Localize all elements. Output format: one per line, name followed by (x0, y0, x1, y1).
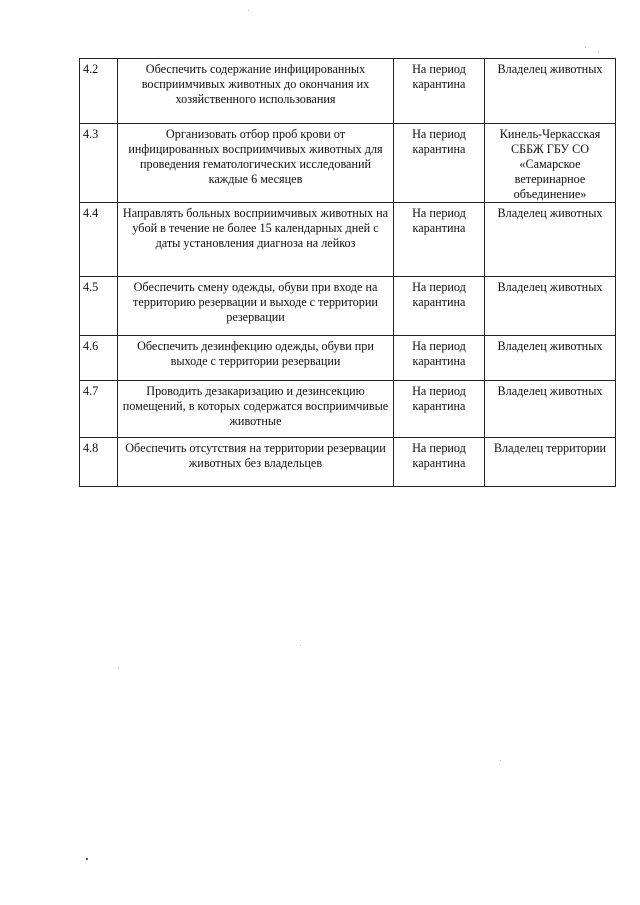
row-period: На период карантина (394, 203, 485, 277)
row-number: 4.2 (80, 59, 118, 124)
row-action: Обеспечить отсутствия на территории резервации животных без владельцев (118, 438, 394, 487)
row-responsible: Владелец животных (485, 381, 616, 438)
row-action: Организовать отбор проб крови от инфицированных восприимчивых животных для проведения гематологических исследований каждые 6 месяцев (118, 124, 394, 203)
scan-speck (248, 10, 249, 11)
row-responsible: Владелец животных (485, 59, 616, 124)
row-period: На период карантина (394, 277, 485, 336)
measures-table (79, 58, 616, 487)
row-number: 4.6 (80, 336, 118, 381)
table-row (80, 336, 616, 381)
row-number: 4.4 (80, 203, 118, 277)
scan-speck (500, 760, 501, 761)
row-action: Проводить дезакаризацию и дезинсекцию помещений, в которых содержатся восприимчивые животные (118, 381, 394, 438)
row-period: На период карантина (394, 336, 485, 381)
table-row (80, 438, 616, 487)
row-action: Направлять больных восприимчивых животных на убой в течение не более 15 календарных дней с даты установления диагноза на лейкоз (118, 203, 394, 277)
scan-speck (86, 858, 88, 860)
row-number: 4.3 (80, 124, 118, 203)
table-row (80, 124, 616, 203)
row-responsible: Владелец животных (485, 277, 616, 336)
table-row (80, 381, 616, 438)
row-period: На период карантина (394, 59, 485, 124)
scan-speck (300, 645, 301, 646)
row-action: Обеспечить содержание инфицированных восприимчивых животных до окончания их хозяйственного использования (118, 59, 394, 124)
row-responsible: Владелец территории (485, 438, 616, 487)
row-period: На период карантина (394, 381, 485, 438)
row-responsible: Кинель-Черкасская СББЖ ГБУ СО «Самарское ветеринарное объединение» (485, 124, 616, 203)
row-number: 4.5 (80, 277, 118, 336)
row-action: Обеспечить смену одежды, обуви при входе на территорию резервации и выходе с территории резервации (118, 277, 394, 336)
scan-speck (118, 668, 119, 669)
scan-speck (598, 52, 599, 53)
row-period: На период карантина (394, 124, 485, 203)
row-action: Обеспечить дезинфекцию одежды, обуви при выходе с территории резервации (118, 336, 394, 381)
row-number: 4.7 (80, 381, 118, 438)
row-responsible: Владелец животных (485, 203, 616, 277)
row-period: На период карантина (394, 438, 485, 487)
row-responsible: Владелец животных (485, 336, 616, 381)
table-row (80, 203, 616, 277)
row-number: 4.8 (80, 438, 118, 487)
table-row (80, 59, 616, 124)
table-row (80, 277, 616, 336)
scan-speck (585, 47, 586, 48)
